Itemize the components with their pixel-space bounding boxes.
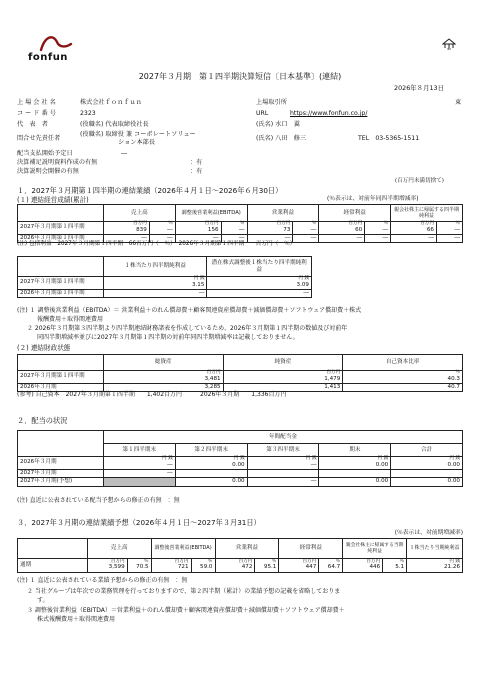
unit-label: 百万円 [238,558,253,564]
unit-label: 銭 [168,456,173,461]
table-cell: ― [103,469,175,478]
table-cell: 70.5 [136,564,149,571]
forecast-note2-line1: ２ 当社グループは年次での業務管理を行っておりますので、第２四半期（累計）の業績予想の記載を省略しておりま [27,588,341,595]
table-cell-shaded [103,478,175,487]
col-header-total: 合計 [391,444,463,457]
company-logo-text: fonfun [28,52,68,63]
unit-label: 円 [449,558,454,564]
table-cell: ― [149,234,175,243]
table-cell: 447 [305,564,317,571]
exchange-mark-icon [442,38,456,53]
unit-label: 百万円 [326,370,341,375]
col-header-q2-end: 第２四半期末 [175,444,247,457]
unit-label: 円 [193,276,199,281]
table-cell: 156 [207,226,219,233]
table-cell: 73 [283,226,291,233]
operating-results-subtitle: (１) 連結経営成績(累計) [17,196,89,204]
forecast-table [17,538,463,573]
unit-label: 銭 [311,456,317,461]
section1-title: １．2027年３月期第１四半期の連結業績（2026年４月１日～2026年６月30日） [17,186,283,195]
forecast-pct-note: (％表示は、対前期増減率) [394,530,463,536]
table-cell: ― [365,234,391,243]
table-cell: 839 [136,226,147,233]
financial-position-table [17,354,463,392]
unit-label: 銭 [304,276,309,281]
operating-results-pct-note: (％表示は、対前年同四半期増減率) [327,196,419,202]
logo-swirl-icon [39,34,73,52]
table-cell: 721 [177,564,189,571]
table-cell: 0.00 [391,478,463,487]
table-cell: 3.09 [296,281,309,288]
row-label: 2027年３月期第１四半期 [18,371,104,384]
unit-label: 銭 [455,558,460,564]
table-cell: 59.0 [200,564,213,571]
row-label: 2027年３月期第１四半期 [18,222,104,235]
company-label: 上 場 会 社 名 [17,99,56,106]
table-corner [18,355,104,371]
unit-label: ％ [168,221,173,226]
row-label: 2027年３月期(予想) [18,478,104,487]
unit-label: ％ [239,221,245,226]
operating-results-table [17,204,463,243]
col-header-year-end: 期末 [319,444,391,457]
unit-label: 銭 [383,456,389,461]
briefing-label: 決算説明会開催の有無 [17,168,79,175]
col-header-sales: 売上高 [103,205,175,222]
col-header-q1-end: 第１四半期末 [103,444,175,457]
table-cell: ― [221,234,247,243]
table-corner [18,431,104,457]
unit-label: ％ [311,221,317,226]
table-cell [319,469,391,478]
table-corner [18,205,104,222]
table-cell: ― [247,234,293,243]
row-label: 2027年３月期 [18,469,104,478]
forecast-note2-line2: す。 [37,597,49,604]
exchange-value: 東 [455,99,462,106]
exchange-label: 上場取引所 [256,99,287,106]
col-header-net-income: 親会社株主に帰属する四半期純利益 [391,205,463,222]
eps-table [17,256,312,298]
report-date: 2026年８月13日 [394,84,444,92]
unit-label: 百万円 [206,370,221,375]
dividend-table [17,430,463,487]
table-cell: 0.00 [447,461,460,468]
code-label: コ ー ド 番 号 [17,110,56,117]
table-cell: ― [293,234,319,243]
col-header-ebitda: 調整後営業利益(EBITDA) [151,539,215,559]
unit-label: 百万円 [276,221,291,226]
section2-title: ２．配当の状況 [17,416,68,425]
table-cell: 40.7 [343,383,463,392]
unit-label: ％ [455,221,460,226]
unit-label: ％ [455,370,460,375]
table-cell: 95.1 [263,564,277,571]
url-label: URL [256,110,269,117]
table-cell: ― [167,461,173,468]
table-cell: ― [319,234,365,243]
table-cell [247,469,319,478]
table-corner [18,257,104,277]
unit-label: 銭 [455,456,460,461]
contact-label: 問合せ先責任者 [17,135,61,142]
col-header-q3-end: 第３四半期末 [247,444,319,457]
unit-label: ％ [207,558,213,564]
col-header-ordinary-income: 経常利益 [319,205,391,222]
row-label: 2026年３月期第１四半期 [18,234,104,243]
table-cell: ― [391,234,437,243]
table-cell [391,469,463,478]
table-cell: ― [207,289,312,298]
col-header-eps: １株当たり当期純利益 [407,539,463,559]
table-cell: ― [103,289,207,298]
comprehensive-income-note: (注) 包括利益 2027年３月期第１四半期 66百万円（－％） 2026年３月期第１四半期 －百万円（－％） [17,241,296,247]
table-cell: 21.26 [443,564,460,571]
unit-label: 百万円 [133,221,147,226]
unit-label: 百万円 [366,558,381,564]
row-label: 2026年３月期 [18,383,104,392]
forecast-note3-line1: ３ 調整後営業利益（EBITDA）＝営業利益＋のれん償却費＋顧客関連資産償却費＋減価償却費＋ソフトウェア償却費＋ [27,607,345,614]
table-cell: ― [247,478,319,487]
unit-label: 円 [162,456,167,461]
table-cell: 472 [241,564,253,571]
table-corner [18,539,88,559]
table-cell: ― [454,226,460,233]
representative-title: (役職名) 代表取締役社長 [80,121,149,128]
table-cell: ― [436,234,462,243]
table-cell: ― [310,461,317,468]
unit-label: 円 [305,456,311,461]
dividend-date-label: 配当支払開始予定日 [17,150,73,157]
table-cell: 0.00 [175,478,247,487]
unit-label: ％ [335,558,341,564]
row-label: 2026年３月期第１四半期 [18,289,104,298]
table-cell: ― [175,234,221,243]
table-cell: 3,599 [108,564,125,571]
note2-line1: ２ 2026年３月期第３四半期より四半期連結財務諸表を作成しているため、2026年３月期第１四半期の数値及び対前年 [27,325,348,332]
forecast-note1: (注) １ 直近に公表されている業績予想からの修正の有無 ：無 [17,577,188,584]
contact-tel: TEL 03-5365-1511 [358,135,420,142]
table-cell: ― [238,226,245,233]
note1-line2: 報酬費用＋取得関連費用 [37,316,104,323]
contact-title-line1: (役職名) 取締役 兼 コーポレートソリュー [80,131,196,138]
table-cell: ― [310,226,317,233]
col-header-net-income: 親会社株主に帰属する当期純利益 [343,539,407,559]
unit-label: 銭 [199,276,205,281]
unit-label: 円 [377,456,383,461]
company-name: 株式会社ｆｏｎｆｕｎ [80,99,142,106]
unit-label: ％ [144,558,149,564]
dividend-date-value: ― [121,150,128,157]
table-cell: ― [382,226,389,233]
table-cell: 66 [426,226,434,233]
document-title: 2027年３月期 第１四半期決算短信〔日本基準〕(連結) [138,72,342,81]
contact-name: (氏名) 八田 修三 [256,135,307,142]
col-header-ebitda: 調整後営業利益(EBITDA) [175,205,247,222]
supplementary-value: ：有 [190,159,203,166]
financial-position-subtitle: (２) 連結財政状態 [17,344,71,352]
col-header-diluted-eps: 潜在株式調整後１株当たり四半期純利益 [207,257,312,277]
col-header-annual-dividend: 年間配当金 [103,431,462,444]
unit-label: 百万円 [174,558,189,564]
unit-label: 百万円 [420,221,434,226]
table-cell: 0.00 [232,461,245,468]
note2-line2: 同四半期増減率並びに2027年３月期第１四半期の対前年同四半期増減率は記載しておりません。 [37,334,299,341]
representative-name: (氏名) 水口 翼 [256,121,300,128]
table-cell: 5.1 [395,564,405,571]
unit-label: ％ [383,221,389,226]
briefing-value: ：有 [190,168,203,175]
col-header-operating-income: 営業利益 [247,205,319,222]
rounding-note: (百万円未満切捨て) [394,178,444,184]
note1-line1: (注) １ 調整後営業利益（EBITDA）＝ 営業利益＋のれん償却費＋顧客関連資産償却費＋減価償却費＋ソフトウェア償却費＋株式 [17,307,362,314]
equity-reference-note: (参考) 自己資本 2027年３月期第１四半期 1,402百万円 2026年３月期 1,336百万円 [17,391,287,398]
representative-label: 代 表 者 [17,121,48,128]
unit-label: 円 [449,456,454,461]
table-cell: 3,285 [103,383,223,392]
table-cell: 3.15 [191,281,205,288]
unit-label: 円 [298,276,303,281]
col-header-equity-ratio: 自己資本比率 [343,355,463,371]
svg-text:JPX: JPX [446,48,452,50]
contact-title-line2: ション本部長 [118,139,156,146]
table-cell: ― [167,226,173,233]
supplementary-label: 決算補足説明資料作成の有無 [17,159,98,166]
table-cell: 40.3 [447,375,460,382]
unit-label: 円 [233,456,239,461]
col-header-sales: 売上高 [87,539,151,559]
table-cell: 0.00 [319,478,391,487]
table-cell: 60 [355,226,363,233]
unit-label: 百万円 [204,221,219,226]
table-cell: 1,413 [223,383,343,392]
row-label: 通期 [18,559,88,573]
unit-label: 百万円 [110,558,125,564]
unit-label: 百万円 [302,558,317,564]
company-url-link[interactable]: https://www.fonfun.co.jp/ [290,110,368,117]
table-cell: ― [103,234,149,243]
table-cell [175,469,247,478]
forecast-note3-line2: 株式報酬費用＋取得関連費用 [37,616,116,623]
col-header-ordinary-income: 経常利益 [279,539,343,559]
table-cell: 64.7 [327,564,341,571]
unit-label: ％ [399,558,405,564]
table-cell: 3,481 [204,375,221,382]
dividend-revision-note: (注) 直近に公表されている配当予想からの修正の有無 ：無 [17,497,180,504]
col-header-operating-income: 営業利益 [215,539,279,559]
section3-title: ３．2027年３月期の連結業績予想（2026年４月１日～2027年３月31日） [17,518,261,527]
col-header-net-assets: 純資産 [223,355,343,371]
row-label: 2026年３月期 [18,457,104,470]
unit-label: 百万円 [348,221,363,226]
table-cell: 0.00 [375,461,389,468]
table-cell: 1,479 [324,375,341,382]
unit-label: ％ [271,558,277,564]
col-header-eps: １株当たり四半期純利益 [103,257,207,277]
table-cell: 446 [369,564,381,571]
unit-label: 銭 [239,456,245,461]
code-value: 2323 [80,110,96,117]
row-label: 2027年３月期第１四半期 [18,277,104,290]
col-header-total-assets: 総資産 [103,355,223,371]
